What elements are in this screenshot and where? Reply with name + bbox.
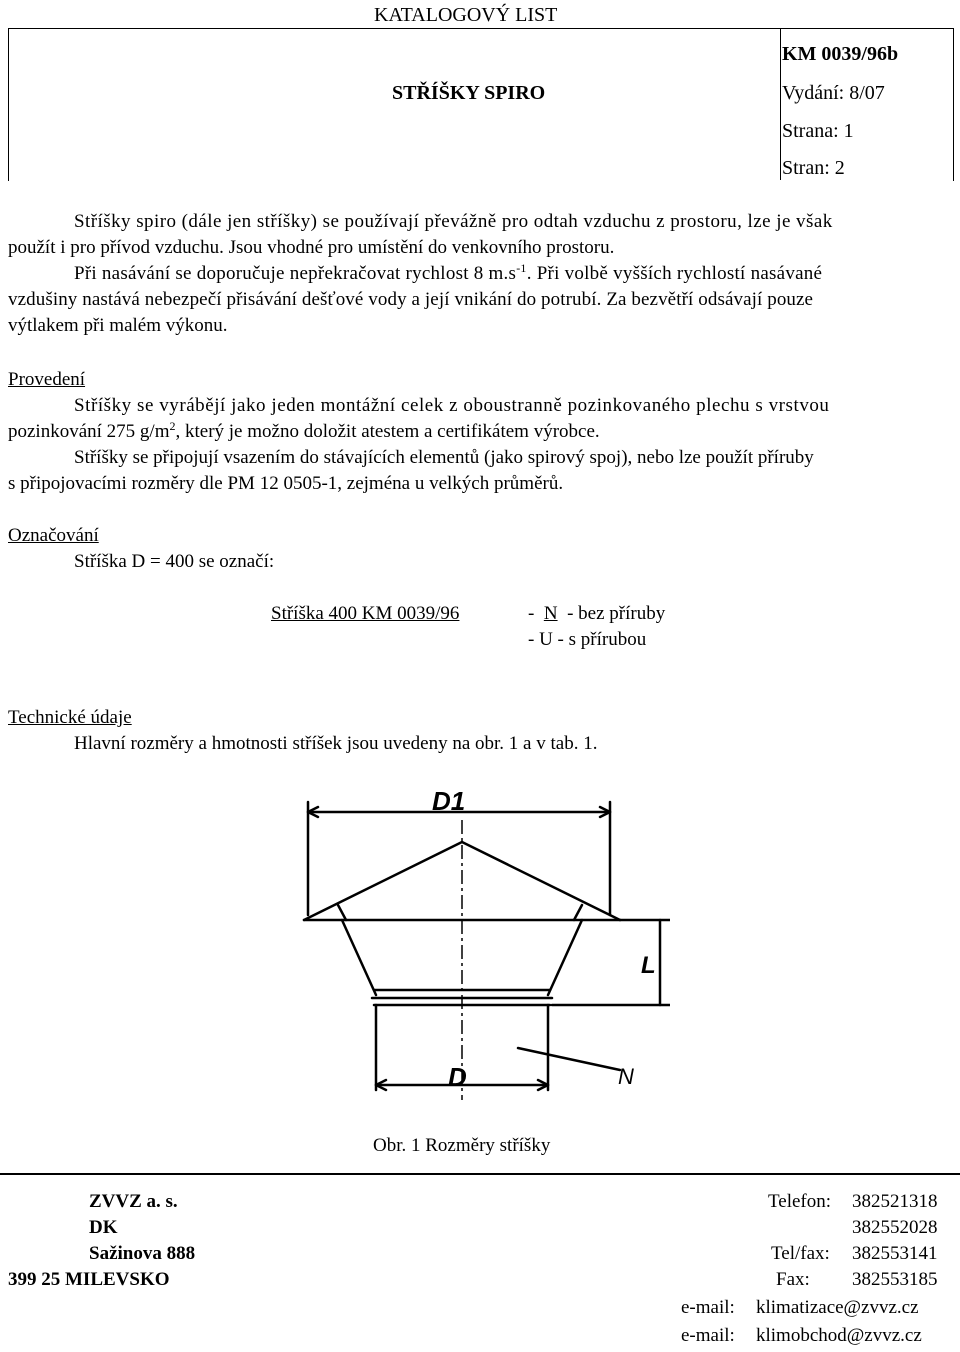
page-number: Strana: 1	[782, 120, 854, 142]
label-l: L	[641, 952, 656, 979]
provedeni-line-3: Stříšky se připojují vsazením do stávajících elementů (jako spirový spoj), nebo lze použít příruby	[74, 447, 814, 468]
product-title: STŘÍŠKY SPIRO	[392, 82, 546, 104]
intro-line-4: vzdušiny nastává nebezpečí přisávání dešťové vody a její vnikání do potrubí. Za bezvětří odsávají pouze	[8, 289, 814, 310]
intro-line-1: Stříšky spiro (dále jen stříšky) se používají převážně pro odtah vzduchu z prostoru, lze je však	[74, 211, 833, 232]
footer-city: 399 25 MILEVSKO	[8, 1269, 170, 1290]
email-label-2: e-mail:	[681, 1325, 735, 1346]
technicke-line-1: Hlavní rozměry a hmotnosti stříšek jsou uvedeny na obr. 1 a v tab. 1.	[74, 733, 598, 754]
provedeni-line-4: s připojovacími rozměry dle PM 12 0505-1, zejména u velkých průměrů.	[8, 473, 564, 494]
provedeni-line-1: Stříšky se vyrábějí jako jeden montážní celek z oboustranně pozinkovaného plechu s vrstvou	[74, 395, 830, 416]
edition: Vydání: 8/07	[782, 82, 885, 104]
telfax-label: Tel/fax:	[771, 1243, 830, 1264]
page-count: Stran: 2	[782, 157, 845, 179]
phone-number-2: 382552028	[852, 1217, 938, 1238]
heading-provedeni: Provedení	[8, 369, 86, 390]
header-separator	[780, 28, 781, 180]
footer-rule	[0, 1173, 960, 1175]
catalog-title: KATALOGOVÝ LIST	[374, 4, 558, 26]
email-label-1: e-mail:	[681, 1297, 735, 1318]
fax-label: Fax:	[776, 1269, 810, 1290]
designation-code: Stříška 400 KM 0039/96	[271, 603, 460, 624]
footer-street: Sažinova 888	[89, 1243, 196, 1264]
intro-line-2: použít i pro přívod vzduchu. Jsou vhodné pro umístění do venkovního prostoru.	[8, 237, 615, 258]
intro-line-3: Při nasávání se doporučuje nepřekračovat rychlost 8 $m.s^{-1}$. Při volbě vyšších rychlostí nasávané	[74, 261, 823, 284]
heading-technicke: Technické údaje	[8, 707, 132, 728]
designation-option-n: - N - bez příruby	[528, 603, 666, 624]
label-d1: D1	[432, 786, 466, 816]
doc-code: KM 0039/96b	[782, 43, 899, 65]
figure-caption: Obr. 1 Rozměry stříšky	[373, 1135, 551, 1156]
phone-number: 382521318	[852, 1191, 938, 1212]
telfax-number: 382553141	[852, 1243, 938, 1264]
email-link-2[interactable]: klimobchod@zvvz.cz	[756, 1325, 922, 1346]
intro-line-5: výtlakem při malém výkonu.	[8, 315, 228, 336]
fax-number: 382553185	[852, 1269, 938, 1290]
label-d: D	[448, 1062, 467, 1092]
cap-drawing	[290, 780, 670, 1110]
footer-company: ZVVZ a. s.	[89, 1191, 178, 1212]
heading-oznacovani: Označování	[8, 525, 99, 546]
designation-option-u: - U - s přírubou	[528, 629, 647, 650]
footer-division: DK	[89, 1217, 118, 1238]
label-n: N	[618, 1064, 634, 1089]
email-link-1[interactable]: klimatizace@zvvz.cz	[756, 1297, 919, 1318]
phone-label: Telefon:	[768, 1191, 832, 1212]
oznacovani-line-1: Stříška D = 400 se označí:	[74, 551, 275, 572]
provedeni-line-2: pozinkování 275 $g/m^2$, který je možno doložit atestem a certifikátem výrobce.	[8, 419, 600, 442]
